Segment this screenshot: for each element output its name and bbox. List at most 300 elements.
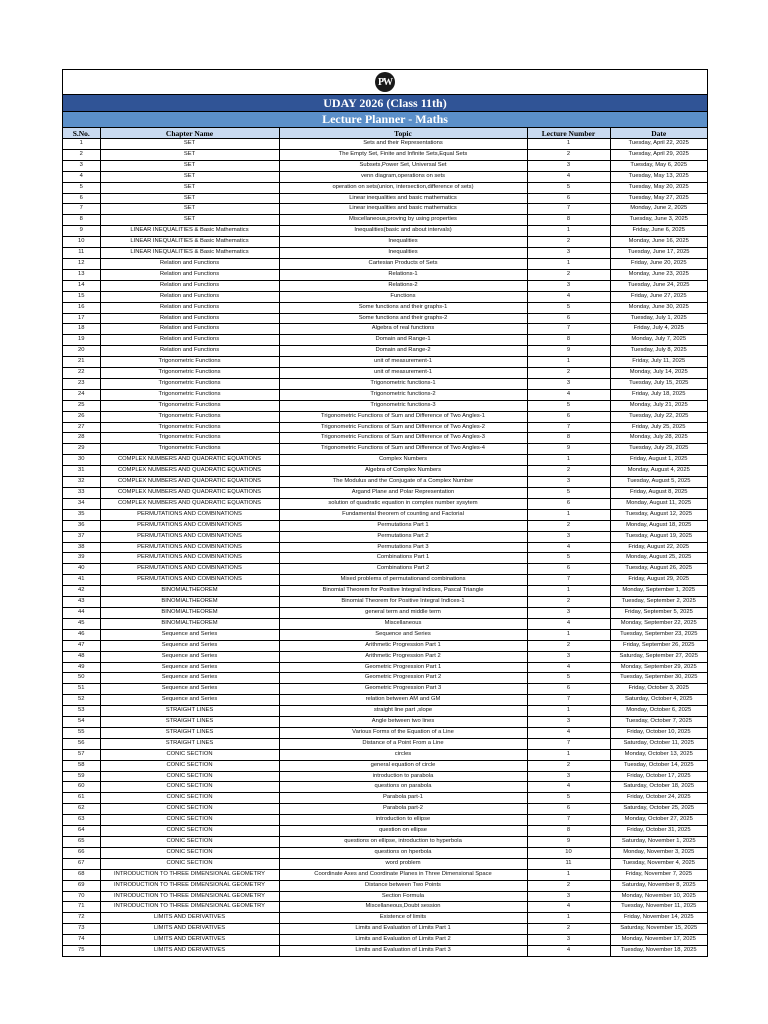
cell-chapter: SET (100, 182, 279, 193)
cell-date: Tuesday, May 20, 2025 (610, 182, 707, 193)
cell-topic: questions on parabola (279, 782, 527, 793)
cell-lecture-number: 5 (527, 553, 610, 564)
cell-date: Friday, October 10, 2025 (610, 727, 707, 738)
cell-topic: Some functions and their graphs-1 (279, 302, 527, 313)
cell-date: Saturday, November 15, 2025 (610, 924, 707, 935)
table-row (63, 215, 707, 226)
cell-date: Monday, June 16, 2025 (610, 237, 707, 248)
cell-sno: 65 (63, 837, 100, 848)
cell-lecture-number: 6 (527, 564, 610, 575)
cell-date: Saturday, September 27, 2025 (610, 651, 707, 662)
cell-topic: The Modulus and the Conjugate of a Complex Number (279, 477, 527, 488)
cell-chapter: Trigonometric Functions (100, 378, 279, 389)
cell-lecture-number: 4 (527, 389, 610, 400)
cell-lecture-number: 6 (527, 498, 610, 509)
cell-sno: 34 (63, 498, 100, 509)
table-row (63, 804, 707, 815)
cell-sno: 30 (63, 455, 100, 466)
cell-sno: 41 (63, 575, 100, 586)
cell-sno: 32 (63, 477, 100, 488)
cell-chapter: LIMITS AND DERIVATIVES (100, 924, 279, 935)
cell-lecture-number: 1 (527, 629, 610, 640)
cell-chapter: LIMITS AND DERIVATIVES (100, 946, 279, 957)
cell-lecture-number: 4 (527, 662, 610, 673)
cell-date: Tuesday, July 29, 2025 (610, 444, 707, 455)
logo-row (63, 70, 707, 95)
cell-topic: Relations-1 (279, 269, 527, 280)
cell-date: Monday, August 4, 2025 (610, 466, 707, 477)
cell-lecture-number: 1 (527, 706, 610, 717)
header-topic: Topic (279, 128, 527, 139)
cell-date: Monday, September 1, 2025 (610, 586, 707, 597)
cell-sno: 74 (63, 935, 100, 946)
cell-chapter: Trigonometric Functions (100, 444, 279, 455)
cell-lecture-number: 4 (527, 542, 610, 553)
cell-topic: The Empty Set, Finite and Infinite Sets,Equal Sets (279, 149, 527, 160)
header-sno: S.No. (63, 128, 100, 139)
cell-topic: straight line part ,slope (279, 706, 527, 717)
cell-date: Friday, July 4, 2025 (610, 324, 707, 335)
cell-lecture-number: 2 (527, 760, 610, 771)
cell-topic: Permutations Part 1 (279, 520, 527, 531)
cell-chapter: BINOMIALTHEOREM (100, 607, 279, 618)
table-row (63, 673, 707, 684)
cell-topic: Cartesian Products of Sets (279, 258, 527, 269)
lecture-planner-sheet (62, 69, 708, 957)
cell-topic: question on ellipse (279, 826, 527, 837)
table-row (63, 444, 707, 455)
cell-chapter: Sequence and Series (100, 695, 279, 706)
cell-chapter: CONIC SECTION (100, 749, 279, 760)
cell-sno: 46 (63, 629, 100, 640)
cell-sno: 44 (63, 607, 100, 618)
cell-date: Friday, July 18, 2025 (610, 389, 707, 400)
cell-date: Tuesday, August 19, 2025 (610, 531, 707, 542)
cell-lecture-number: 3 (527, 160, 610, 171)
cell-topic: Various Forms of the Equation of a Line (279, 727, 527, 738)
cell-chapter: INTRODUCTION TO THREE DIMENSIONAL GEOMETRY (100, 891, 279, 902)
table-header-row (63, 128, 707, 139)
table-row (63, 891, 707, 902)
cell-topic: Miscellaneous (279, 618, 527, 629)
table-row (63, 913, 707, 924)
cell-lecture-number: 5 (527, 302, 610, 313)
table-row (63, 902, 707, 913)
cell-topic: Some functions and their graphs-2 (279, 313, 527, 324)
cell-lecture-number: 7 (527, 575, 610, 586)
cell-chapter: PERMUTATIONS AND COMBINATIONS (100, 542, 279, 553)
cell-sno: 2 (63, 149, 100, 160)
table-row (63, 149, 707, 160)
cell-sno: 42 (63, 586, 100, 597)
cell-date: Tuesday, June 24, 2025 (610, 280, 707, 291)
cell-sno: 1 (63, 139, 100, 150)
cell-topic: Combinations Part 2 (279, 564, 527, 575)
cell-topic: Argand Plane and Polar Representation (279, 488, 527, 499)
cell-topic: Inequalities(basic and about intervals) (279, 226, 527, 237)
cell-topic: Mixed problems of permutationand combinations (279, 575, 527, 586)
cell-date: Tuesday, November 18, 2025 (610, 946, 707, 957)
table-row (63, 269, 707, 280)
cell-sno: 37 (63, 531, 100, 542)
cell-date: Friday, October 3, 2025 (610, 684, 707, 695)
cell-topic: Trigonometric functions-3 (279, 400, 527, 411)
cell-chapter: SET (100, 171, 279, 182)
cell-lecture-number: 2 (527, 520, 610, 531)
cell-chapter: CONIC SECTION (100, 782, 279, 793)
cell-topic: Linear inequalities and basic mathematics (279, 204, 527, 215)
cell-sno: 38 (63, 542, 100, 553)
cell-chapter: LIMITS AND DERIVATIVES (100, 913, 279, 924)
cell-sno: 18 (63, 324, 100, 335)
cell-chapter: Trigonometric Functions (100, 389, 279, 400)
table-row (63, 182, 707, 193)
cell-sno: 28 (63, 433, 100, 444)
cell-lecture-number: 4 (527, 618, 610, 629)
cell-date: Monday, July 28, 2025 (610, 433, 707, 444)
table-row (63, 826, 707, 837)
cell-sno: 9 (63, 226, 100, 237)
cell-lecture-number: 9 (527, 837, 610, 848)
table-row (63, 346, 707, 357)
table-row (63, 488, 707, 499)
table-row (63, 847, 707, 858)
cell-date: Friday, October 17, 2025 (610, 771, 707, 782)
cell-chapter: Sequence and Series (100, 651, 279, 662)
cell-date: Tuesday, May 27, 2025 (610, 193, 707, 204)
cell-lecture-number: 2 (527, 368, 610, 379)
cell-sno: 7 (63, 204, 100, 215)
cell-sno: 43 (63, 597, 100, 608)
cell-topic: Distance between Two Points (279, 880, 527, 891)
cell-chapter: SET (100, 149, 279, 160)
cell-chapter: SET (100, 204, 279, 215)
cell-chapter: INTRODUCTION TO THREE DIMENSIONAL GEOMETRY (100, 869, 279, 880)
cell-sno: 58 (63, 760, 100, 771)
table-row (63, 684, 707, 695)
cell-sno: 24 (63, 389, 100, 400)
cell-topic: Geometric Progression Part 3 (279, 684, 527, 695)
cell-chapter: Sequence and Series (100, 684, 279, 695)
cell-chapter: INTRODUCTION TO THREE DIMENSIONAL GEOMETRY (100, 902, 279, 913)
pw-logo: PW (375, 72, 395, 92)
cell-lecture-number: 4 (527, 171, 610, 182)
cell-lecture-number: 1 (527, 749, 610, 760)
cell-topic: Limits and Evaluation of Limits Part 3 (279, 946, 527, 957)
cell-chapter: CONIC SECTION (100, 815, 279, 826)
table-row (63, 553, 707, 564)
table-row (63, 771, 707, 782)
cell-chapter: STRAIGHT LINES (100, 727, 279, 738)
cell-date: Tuesday, October 14, 2025 (610, 760, 707, 771)
table-row (63, 335, 707, 346)
cell-date: Monday, July 7, 2025 (610, 335, 707, 346)
cell-topic: operation on sets(union, intersection,difference of sets) (279, 182, 527, 193)
cell-chapter: Trigonometric Functions (100, 422, 279, 433)
table-row (63, 357, 707, 368)
cell-lecture-number: 1 (527, 226, 610, 237)
cell-sno: 20 (63, 346, 100, 357)
cell-chapter: COMPLEX NUMBERS AND QUADRATIC EQUATIONS (100, 455, 279, 466)
cell-topic: Sequence and Series (279, 629, 527, 640)
table-row (63, 520, 707, 531)
cell-sno: 71 (63, 902, 100, 913)
cell-chapter: Relation and Functions (100, 302, 279, 313)
cell-chapter: LINEAR INEQUALITIES & Basic Mathematics (100, 226, 279, 237)
cell-sno: 13 (63, 269, 100, 280)
cell-topic: Limits and Evaluation of Limits Part 2 (279, 935, 527, 946)
table-row (63, 607, 707, 618)
cell-sno: 12 (63, 258, 100, 269)
cell-date: Tuesday, September 2, 2025 (610, 597, 707, 608)
cell-topic: Complex Numbers (279, 455, 527, 466)
cell-date: Saturday, October 4, 2025 (610, 695, 707, 706)
cell-date: Tuesday, July 8, 2025 (610, 346, 707, 357)
cell-date: Friday, October 31, 2025 (610, 826, 707, 837)
cell-topic: Parabola part-1 (279, 793, 527, 804)
cell-lecture-number: 4 (527, 902, 610, 913)
cell-date: Tuesday, May 13, 2025 (610, 171, 707, 182)
cell-chapter: CONIC SECTION (100, 771, 279, 782)
cell-lecture-number: 6 (527, 684, 610, 695)
cell-lecture-number: 2 (527, 640, 610, 651)
cell-date: Monday, June 2, 2025 (610, 204, 707, 215)
cell-chapter: PERMUTATIONS AND COMBINATIONS (100, 509, 279, 520)
cell-chapter: CONIC SECTION (100, 858, 279, 869)
cell-chapter: Relation and Functions (100, 335, 279, 346)
cell-lecture-number: 8 (527, 215, 610, 226)
cell-date: Friday, July 25, 2025 (610, 422, 707, 433)
header-lecture-number: Lecture Number (527, 128, 610, 139)
cell-sno: 64 (63, 826, 100, 837)
cell-chapter: Trigonometric Functions (100, 357, 279, 368)
cell-lecture-number: 1 (527, 913, 610, 924)
cell-chapter: PERMUTATIONS AND COMBINATIONS (100, 520, 279, 531)
cell-chapter: CONIC SECTION (100, 760, 279, 771)
cell-date: Tuesday, July 22, 2025 (610, 411, 707, 422)
table-row (63, 368, 707, 379)
header-date: Date (610, 128, 707, 139)
cell-lecture-number: 4 (527, 291, 610, 302)
cell-topic: Algebra of Complex Numbers (279, 466, 527, 477)
table-row (63, 749, 707, 760)
cell-date: Monday, September 22, 2025 (610, 618, 707, 629)
cell-lecture-number: 7 (527, 204, 610, 215)
cell-date: Friday, June 20, 2025 (610, 258, 707, 269)
cell-sno: 35 (63, 509, 100, 520)
table-row (63, 837, 707, 848)
table-row (63, 422, 707, 433)
cell-chapter: Relation and Functions (100, 346, 279, 357)
cell-sno: 56 (63, 738, 100, 749)
cell-chapter: SET (100, 160, 279, 171)
cell-chapter: Trigonometric Functions (100, 368, 279, 379)
cell-lecture-number: 1 (527, 586, 610, 597)
cell-date: Tuesday, September 30, 2025 (610, 673, 707, 684)
cell-chapter: STRAIGHT LINES (100, 706, 279, 717)
cell-chapter: Sequence and Series (100, 673, 279, 684)
cell-lecture-number: 2 (527, 880, 610, 891)
cell-sno: 31 (63, 466, 100, 477)
cell-topic: Coordinate Axes and Coordinate Planes in Three Dimensional Space (279, 869, 527, 880)
cell-chapter: Sequence and Series (100, 629, 279, 640)
cell-date: Monday, August 18, 2025 (610, 520, 707, 531)
cell-lecture-number: 3 (527, 248, 610, 259)
table-row (63, 324, 707, 335)
cell-lecture-number: 4 (527, 946, 610, 957)
table-row (63, 237, 707, 248)
cell-lecture-number: 2 (527, 269, 610, 280)
cell-date: Monday, June 30, 2025 (610, 302, 707, 313)
cell-date: Tuesday, July 1, 2025 (610, 313, 707, 324)
cell-lecture-number: 5 (527, 488, 610, 499)
table-row (63, 160, 707, 171)
cell-lecture-number: 6 (527, 193, 610, 204)
table-row (63, 204, 707, 215)
cell-lecture-number: 3 (527, 935, 610, 946)
cell-chapter: Relation and Functions (100, 280, 279, 291)
cell-chapter: STRAIGHT LINES (100, 738, 279, 749)
cell-chapter: Relation and Functions (100, 291, 279, 302)
cell-date: Tuesday, August 26, 2025 (610, 564, 707, 575)
cell-sno: 60 (63, 782, 100, 793)
cell-lecture-number: 2 (527, 924, 610, 935)
cell-topic: Sets and their Representations (279, 139, 527, 150)
cell-chapter: COMPLEX NUMBERS AND QUADRATIC EQUATIONS (100, 498, 279, 509)
cell-lecture-number: 7 (527, 422, 610, 433)
cell-date: Tuesday, October 7, 2025 (610, 717, 707, 728)
cell-topic: Domain and Range-1 (279, 335, 527, 346)
cell-sno: 27 (63, 422, 100, 433)
cell-date: Tuesday, June 3, 2025 (610, 215, 707, 226)
table-row (63, 313, 707, 324)
cell-topic: questions on hperbola (279, 847, 527, 858)
cell-lecture-number: 7 (527, 815, 610, 826)
cell-sno: 54 (63, 717, 100, 728)
cell-topic: Binomial Theorem for Positive Integral Indices, Pascal Triangle (279, 586, 527, 597)
cell-date: Monday, October 13, 2025 (610, 749, 707, 760)
cell-topic: Functions (279, 291, 527, 302)
table-row (63, 662, 707, 673)
cell-date: Monday, June 23, 2025 (610, 269, 707, 280)
cell-sno: 50 (63, 673, 100, 684)
cell-sno: 63 (63, 815, 100, 826)
cell-sno: 69 (63, 880, 100, 891)
cell-sno: 68 (63, 869, 100, 880)
cell-topic: Geometric Progression Part 2 (279, 673, 527, 684)
cell-sno: 52 (63, 695, 100, 706)
cell-sno: 16 (63, 302, 100, 313)
cell-date: Tuesday, August 12, 2025 (610, 509, 707, 520)
cell-chapter: COMPLEX NUMBERS AND QUADRATIC EQUATIONS (100, 466, 279, 477)
cell-topic: Fundamental theorem of counting and Factorial (279, 509, 527, 520)
table-row (63, 880, 707, 891)
cell-date: Friday, August 8, 2025 (610, 488, 707, 499)
cell-lecture-number: 1 (527, 869, 610, 880)
cell-sno: 14 (63, 280, 100, 291)
cell-date: Friday, October 24, 2025 (610, 793, 707, 804)
table-row (63, 433, 707, 444)
cell-sno: 8 (63, 215, 100, 226)
table-row (63, 171, 707, 182)
cell-lecture-number: 3 (527, 477, 610, 488)
cell-sno: 17 (63, 313, 100, 324)
cell-topic: Linear inequalities and basic mathematics (279, 193, 527, 204)
cell-date: Tuesday, November 11, 2025 (610, 902, 707, 913)
cell-chapter: PERMUTATIONS AND COMBINATIONS (100, 564, 279, 575)
cell-chapter: LINEAR INEQUALITIES & Basic Mathematics (100, 237, 279, 248)
cell-topic: Trigonometric functions-2 (279, 389, 527, 400)
cell-topic: Trigonometric Functions of Sum and Difference of Two Angles-2 (279, 422, 527, 433)
cell-chapter: Relation and Functions (100, 258, 279, 269)
cell-topic: Trigonometric Functions of Sum and Difference of Two Angles-3 (279, 433, 527, 444)
cell-topic: Miscellaneous,proving by using properties (279, 215, 527, 226)
cell-sno: 55 (63, 727, 100, 738)
cell-sno: 45 (63, 618, 100, 629)
cell-topic: Algebra of real functions (279, 324, 527, 335)
cell-lecture-number: 6 (527, 411, 610, 422)
cell-topic: Permutations Part 3 (279, 542, 527, 553)
cell-topic: word problem (279, 858, 527, 869)
cell-sno: 15 (63, 291, 100, 302)
cell-lecture-number: 9 (527, 444, 610, 455)
cell-lecture-number: 8 (527, 335, 610, 346)
cell-lecture-number: 5 (527, 793, 610, 804)
cell-lecture-number: 4 (527, 727, 610, 738)
table-row (63, 466, 707, 477)
table-row (63, 248, 707, 259)
cell-date: Tuesday, November 4, 2025 (610, 858, 707, 869)
cell-lecture-number: 2 (527, 237, 610, 248)
cell-sno: 19 (63, 335, 100, 346)
cell-date: Monday, August 11, 2025 (610, 498, 707, 509)
table-row (63, 542, 707, 553)
page-title: UDAY 2026 (Class 11th) (63, 95, 707, 112)
cell-topic: Miscellaneous,Doubt session (279, 902, 527, 913)
cell-date: Tuesday, June 17, 2025 (610, 248, 707, 259)
cell-sno: 36 (63, 520, 100, 531)
cell-chapter: LIMITS AND DERIVATIVES (100, 935, 279, 946)
table-row (63, 869, 707, 880)
cell-topic: introduction to parabola (279, 771, 527, 782)
cell-topic: general equation of circle (279, 760, 527, 771)
header-chapter: Chapter Name (100, 128, 279, 139)
table-row (63, 629, 707, 640)
cell-date: Monday, November 10, 2025 (610, 891, 707, 902)
cell-chapter: PERMUTATIONS AND COMBINATIONS (100, 575, 279, 586)
cell-lecture-number: 3 (527, 771, 610, 782)
cell-date: Friday, June 6, 2025 (610, 226, 707, 237)
cell-chapter: BINOMIALTHEOREM (100, 618, 279, 629)
table-row (63, 946, 707, 957)
cell-sno: 3 (63, 160, 100, 171)
table-row (63, 302, 707, 313)
cell-topic: Arithmetic Progression Part 2 (279, 651, 527, 662)
cell-chapter: CONIC SECTION (100, 837, 279, 848)
cell-date: Saturday, November 1, 2025 (610, 837, 707, 848)
table-row (63, 640, 707, 651)
cell-chapter: Relation and Functions (100, 313, 279, 324)
cell-lecture-number: 7 (527, 738, 610, 749)
table-row (63, 586, 707, 597)
cell-sno: 33 (63, 488, 100, 499)
cell-lecture-number: 3 (527, 531, 610, 542)
cell-topic: Binomial Theorem for Positive Integral Indices-1 (279, 597, 527, 608)
cell-chapter: PERMUTATIONS AND COMBINATIONS (100, 553, 279, 564)
table-row (63, 782, 707, 793)
cell-sno: 61 (63, 793, 100, 804)
table-row (63, 760, 707, 771)
